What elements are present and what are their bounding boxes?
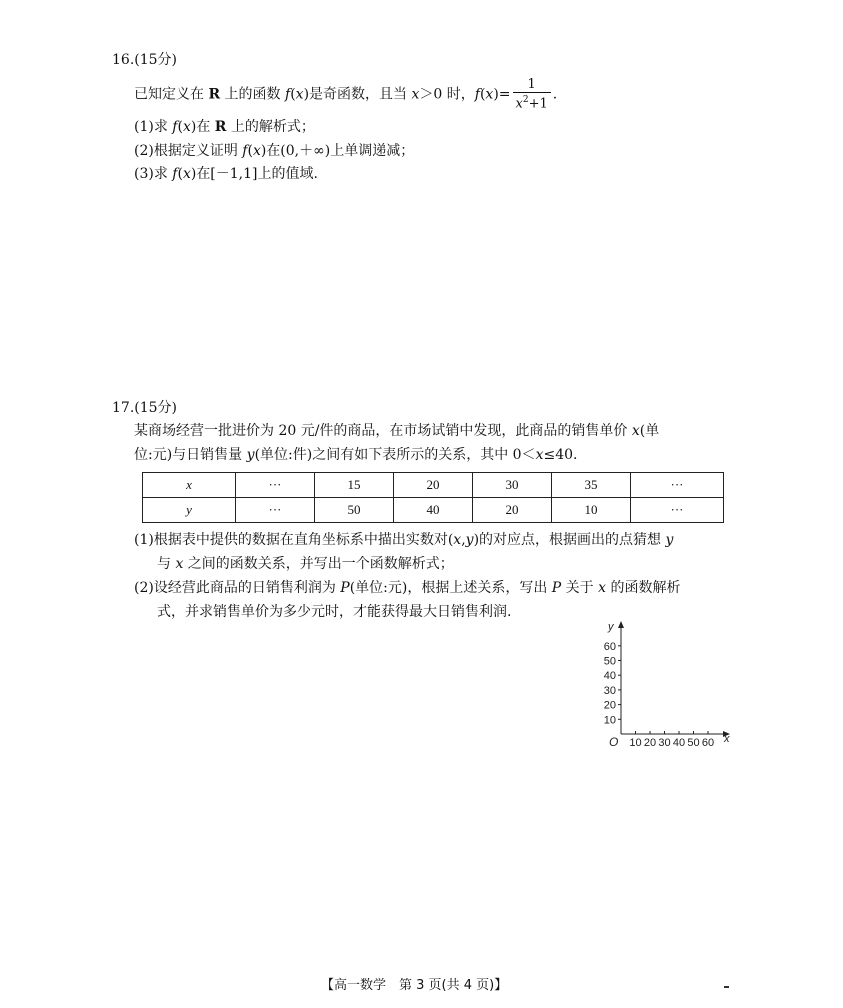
- table-cell: x: [143, 473, 236, 498]
- x-axis-label: x: [724, 733, 730, 745]
- y-axis-arrow: [618, 621, 624, 628]
- y-tick-label: 20: [603, 699, 616, 712]
- data-table: [142, 472, 724, 523]
- table-cell: y: [143, 498, 236, 523]
- table-row: [143, 498, 724, 523]
- corner-mark: [724, 986, 729, 988]
- table-cell: 15: [315, 473, 394, 498]
- y-tick-label: 30: [603, 684, 616, 697]
- q16-number: 16.(15分): [112, 52, 178, 68]
- table-cell: 35: [552, 473, 631, 498]
- table-cell: 40: [394, 498, 473, 523]
- y-tick-label: 40: [603, 670, 616, 683]
- y-axis-label: y: [608, 621, 614, 633]
- q16-part1: (1)求 f(x)在 R 上的解析式；: [134, 119, 315, 135]
- table-cell: 50: [315, 498, 394, 523]
- page-footer: 【高一数学 第 3 页(共 4 页)】: [321, 978, 508, 993]
- table-cell: ···: [236, 498, 315, 523]
- y-ticks: [604, 641, 621, 727]
- q17-part1-line1: (1)根据表中提供的数据在直角坐标系中描出实数对(x,y)的对应点，根据画出的点猜想 y: [134, 532, 674, 548]
- x-tick-label: 50: [687, 737, 700, 748]
- q17-part1-line2: 与 x 之间的函数关系，并写出一个函数解析式；: [157, 556, 454, 572]
- table-cell: 20: [394, 473, 473, 498]
- x-tick-label: 30: [658, 737, 671, 748]
- q17-part2-line2: 式，并求销售单价为多少元时，才能获得最大日销售利润.: [157, 604, 512, 620]
- fraction: $\frac{1}{x^2+1}$: [513, 78, 551, 111]
- x-tick-label: 20: [643, 737, 657, 748]
- table-cell: ···: [631, 498, 724, 523]
- table-cell: ···: [631, 473, 724, 498]
- y-tick-label: 50: [603, 655, 616, 668]
- q17-part2-line1: (2)设经营此商品的日销售利润为 P(单位:元)，根据上述关系，写出 P 关于 x 的函数解析: [134, 580, 681, 596]
- table-cell: 30: [473, 473, 552, 498]
- x-tick-label: 10: [629, 737, 642, 748]
- x-tick-label: 40: [672, 737, 686, 748]
- y-tick-label: 10: [603, 714, 616, 727]
- table-cell: ···: [236, 473, 315, 498]
- table-cell: 10: [552, 498, 631, 523]
- q16-stem: 已知定义在 R 上的函数 f(x)是奇函数，且当 x＞0 时，f(x)= $\frac{1}{x^2+1}$ .: [134, 77, 558, 112]
- q17-stem-line2: 位:元)与日销售量 y(单位:件)之间有如下表所示的关系，其中 0＜x≤40.: [134, 447, 578, 463]
- x-tick-label: 60: [701, 737, 715, 748]
- y-tick-label: 60: [603, 640, 616, 653]
- q17-stem-line1: 某商场经营一批进价为 20 元/件的商品，在市场试销中发现，此商品的销售单价 x(单: [134, 423, 660, 439]
- q16-part2: (2)根据定义证明 f(x)在(0,＋∞)上单调递减；: [134, 143, 415, 159]
- coordinate-axes: [596, 618, 736, 748]
- origin-label: O: [609, 735, 619, 748]
- table-row: [143, 473, 724, 498]
- q17-number: 17.(15分): [112, 400, 178, 416]
- table-cell: 20: [473, 498, 552, 523]
- q16-part3: (3)求 f(x)在[－1,1]上的值域.: [134, 166, 318, 182]
